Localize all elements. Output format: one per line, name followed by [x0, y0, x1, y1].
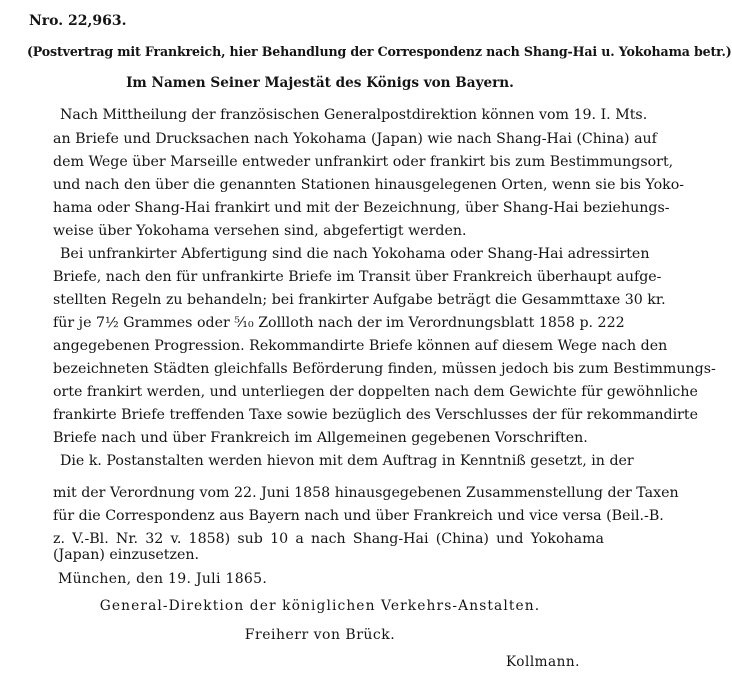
royal-heading: Im Namen Seiner Majestät des Königs von Bayern. — [126, 75, 514, 91]
body-line: und nach den über die genannten Stationen hinausgelegenen Orten, wenn sie bis Yoko- — [53, 177, 685, 193]
body-line: stellten Regeln zu behandeln; bei frankirter Aufgabe beträgt die Gesammttaxe 30 kr. — [53, 292, 666, 308]
body-line: mit der Verordnung vom 22. Juni 1858 hinausgegebenen Zusammenstellung der Taxen — [53, 485, 679, 501]
body-line: für je 7½ Grammes oder ⁵⁄₁₀ Zollloth nach der im Verordnungsblatt 1858 p. 222 — [53, 315, 625, 331]
body-line: frankirte Briefe treffenden Taxe sowie bezüglich des Verschlusses der für rekommandirte — [53, 407, 698, 423]
body-line: dem Wege über Marseille entweder unfrankirt oder frankirt bis zum Bestimmungsort, — [53, 154, 674, 170]
date-line: München, den 19. Juli 1865. — [58, 571, 268, 587]
body-line: an Briefe und Drucksachen nach Yokohama (Japan) wie nach Shang-Hai (China) auf — [53, 131, 657, 147]
body-line: Nach Mittheilung der französischen Generalpostdirektion können vom 19. I. Mts. — [60, 107, 648, 123]
body-line-final: (Japan) einzusetzen. — [53, 547, 199, 563]
body-line: bezeichneten Städten gleichfalls Beförderung finden, müssen jedoch bis zum Bestimmungs- — [53, 361, 716, 377]
body-line: Briefe nach und über Frankreich im Allgemeinen gegebenen Vorschriften. — [53, 430, 588, 446]
body-line: Briefe, nach den für unfrankirte Briefe im Transit über Frankreich überhaupt aufge- — [53, 269, 662, 285]
signature-clerk: Kollmann. — [506, 654, 580, 670]
body-line: z. V.-Bl. Nr. 32 v. 1858) sub 10 a nach Shang-Hai (China) und Yokohama — [53, 531, 604, 547]
body-line: weise über Yokohama versehen sind, abgefertigt werden. — [53, 223, 467, 239]
signature-name: Freiherr von Brück. — [244, 627, 396, 643]
signature-organization: General-Direktion der königlichen Verkehrs-Anstalten. — [99, 598, 541, 614]
body-line: für die Correspondenz aus Bayern nach und über Frankreich und vice versa (Beil.-B. — [53, 508, 664, 524]
body-line: hama oder Shang-Hai frankirt und mit der Bezeichnung, über Shang-Hai beziehungs- — [53, 200, 670, 216]
document-subtitle: (Postvertrag mit Frankreich, hier Behandlung der Correspondenz nach Shang-Hai u. Yokohama betr.) — [27, 44, 732, 59]
body-line: Bei unfrankirter Abfertigung sind die nach Yokohama oder Shang-Hai adressirten — [60, 246, 650, 262]
document-number: Nro. 22,963. — [29, 13, 127, 29]
body-line: orte frankirt werden, und unterliegen der doppelten nach dem Gewichte für gewöhnliche — [53, 384, 698, 400]
body-line: angegebenen Progression. Rekommandirte Briefe können auf diesem Wege nach den — [53, 338, 668, 354]
body-line: Die k. Postanstalten werden hievon mit dem Auftrag in Kenntniß gesetzt, in der — [60, 453, 634, 469]
